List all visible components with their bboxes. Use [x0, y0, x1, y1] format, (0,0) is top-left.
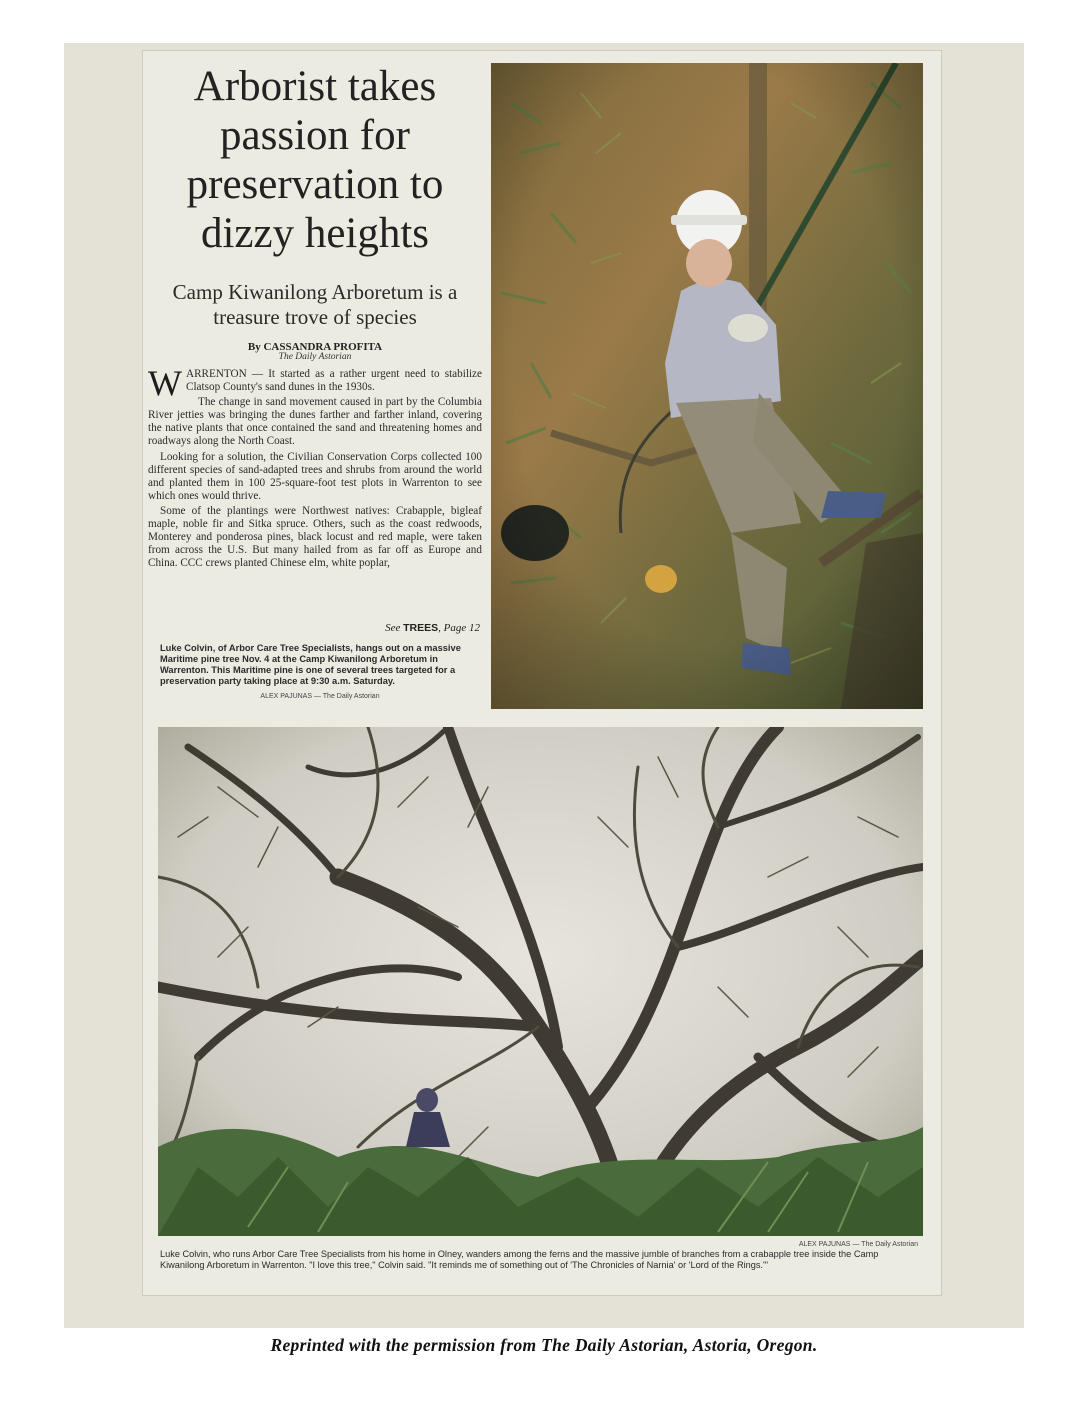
- see-section: TREES: [403, 622, 439, 634]
- see-page: , Page 12: [438, 622, 480, 634]
- photo1-caption: Luke Colvin, of Arbor Care Tree Specialists, hangs out on a massive Maritime pine tree Nov. 4 at the Camp Kiwanilong Arboretum in Warrenton. This Maritime pine is one of several trees targeted for a preservation party taking place at 9:30 a.m. Saturday.: [160, 643, 461, 686]
- photo2-caption: Luke Colvin, who runs Arbor Care Tree Specialists from his home in Olney, wanders among the ferns and the massive jumble of branches from a crabapple tree inside the Camp Kiwanilong Arboretum in Warrenton. "I love this tree," Colvin said. "It reminds me of something out of 'The Chronicles of Narnia' or 'Lord of the Rings.'": [160, 1249, 879, 1270]
- arborist-climbing-photo: [491, 63, 923, 709]
- article-body: [148, 363, 482, 572]
- see-prefix: See: [385, 622, 401, 634]
- article-paragraph: Some of the plantings were Northwest natives: Crabapple, bigleaf maple, noble fir and Sitka spruce. Others, such as the coast redwoods, Monterey and ponderosa pines, black locust and red maple, were taken from across the U.S. But many hailed from as far off as Europe and China. CCC crews planted Chinese elm, white poplar,: [148, 504, 482, 570]
- drop-cap: W: [148, 363, 182, 403]
- article-paragraph: The change in sand movement caused in part by the Columbia River jetties was bringing the dunes farther and farther inland, covering the native plants that once contained the sand and threatening homes and roadways along the North Coast.: [148, 396, 482, 448]
- photo2-credit: ALEX PAJUNAS — The Daily Astorian: [798, 1241, 918, 1248]
- crabapple-tree-photo: [158, 727, 923, 1236]
- article-paragraph: [148, 363, 482, 403]
- article-paragraph: Looking for a solution, the Civilian Conservation Corps collected 100 different species of sand-adapted trees and shrubs from around the world and planted them in 100 25-square-foot test plots in Warrenton to see which ones would thrive.: [148, 450, 482, 502]
- photo1-credit: ALEX PAJUNAS — The Daily Astorian: [260, 693, 380, 700]
- reprint-notice: Reprinted with the permission from The Daily Astorian, Astoria, Oregon.: [270, 1335, 818, 1355]
- byline-outlet: The Daily Astorian: [278, 352, 352, 362]
- article-headline: Arborist takes passion for preservation to dizzy heights: [186, 63, 444, 257]
- continued-reference: [150, 622, 480, 634]
- paragraph-text: ARRENTON — It started as a rather urgent need to stabilize Clatsop County's sand dunes in the 1930s.: [185, 368, 482, 394]
- article-subhead: Camp Kiwanilong Arboretum is a treasure trove of species: [172, 280, 458, 329]
- article-byline: By CASSANDRA PROFITA: [247, 341, 383, 353]
